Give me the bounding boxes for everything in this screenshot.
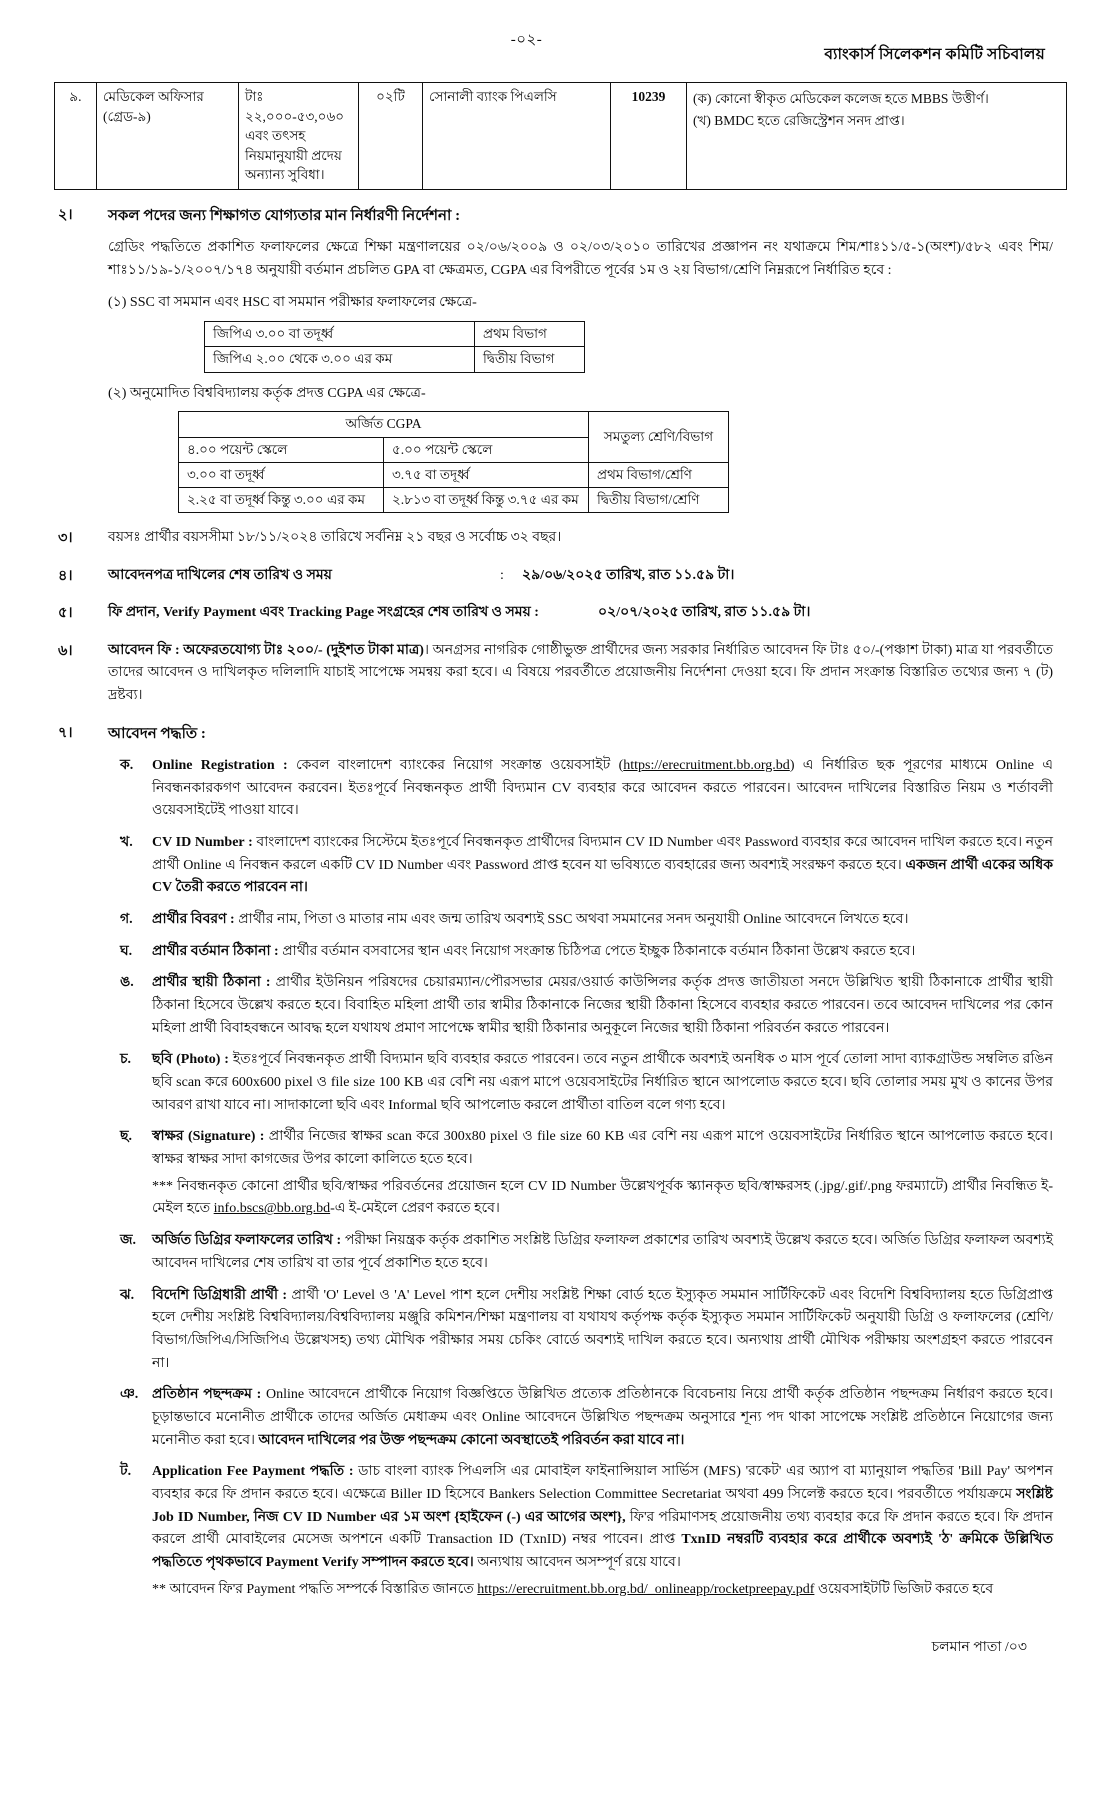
clause-2-body [108,204,1053,513]
gpa-range: জিপিএ ২.০০ থেকে ৩.০০ এর কম [205,347,475,372]
table-row [179,462,729,487]
clause-4-body [108,565,1053,588]
cgpa-header-equiv: সমতুল্য শ্রেণি/বিভাগ [589,412,729,463]
item-text: প্রার্থীর নাম, পিতা ও মাতার নাম এবং জন্ম তারিখ অবশ্যই SSC অথবা সমমানের সনদ অনুযায়ী Online আবেদনে লিখতে হবে। [234,912,909,928]
list-item-permanent-address [108,972,1053,1040]
payment-deadline-label [108,602,576,625]
gpa-equivalence-table [204,321,585,373]
item-lead: CV ID Number : [152,835,253,851]
list-item-online-registration [108,755,1053,823]
item-text: প্রার্থীর নিজের স্বাক্ষর scan করে 300x80 pixel ও file size 60 KB এর বেশি নয় এরূপ মাপে ওয়েবসাইটের নির্ধারিত স্থানে আপলোড করতে হবে। স্বাক্ষর স্বাক্ষর সাদা কাগজের উপর কালো কালিতে হতে হবে। [152,1129,1053,1168]
item-text: পরীক্ষা নিয়ন্ত্রক কর্তৃক প্রকাশিত সংশ্লিষ্ট ডিগ্রির ফলাফল প্রকাশের তারিখ অবশ্যই উল্লেখ করতে হবে। অর্জিত ডিগ্রির ফলাফল অবশ্যই আবেদন দাখিলের শেষ তারিখ বা তার পূর্বে প্রকাশিত হতে হবে। [152,1233,1053,1271]
cgpa-four: ২.২৫ বা তদূর্ধ্ব কিন্তু ৩.০০ এর কম [179,488,384,513]
clause-4 [40,565,1053,588]
table-header-row [179,412,729,437]
item-letter: জ. [120,1233,137,1249]
clause-3 [40,527,1053,550]
item-lead: Application Fee Payment পদ্ধতি : [152,1464,354,1480]
item-letter: ঞ. [120,1387,139,1403]
table-row [55,83,1067,190]
item-text: প্রার্থীর বর্তমান বসবাসের স্থান এবং নিয়োগ সংক্রান্ত চিঠিপত্র পেতে ইচ্ছুক ঠিকানাকে বর্তমান ঠিকানা উল্লেখ করতে হবে। [278,943,916,959]
item-letter: ঙ. [120,975,134,991]
list-item-foreign-degree [108,1285,1053,1376]
rocket-prepay-pdf-link[interactable]: https://erecruitment.bb.org.bd/_onlineapp/rocketpreepay.pdf [477,1581,815,1597]
clause-2-number: ২। [58,206,73,223]
cgpa-sub-label: (২) অনুমোদিত বিশ্ববিদ্যালয় কর্তৃক প্রদত্ত CGPA এর ক্ষেত্রে- [108,385,426,401]
item-lead: প্রার্থীর স্থায়ী ঠিকানা : [152,975,271,991]
cgpa-equiv: প্রথম বিভাগ/শ্রেণি [589,462,729,487]
item-text-2: ফি'র পরিমাণসহ প্রয়োজনীয় তথ্য ব্যবহার করে ফি প্রদান করতে হবে। ফি প্রদান করলে প্রার্থী মোবাইলের মেসেজ অপশনে একটি Transaction ID (TxnID) নম্বর পাবেন। প্রাপ্ত [152,1509,1053,1548]
payment-label-part3: সংগ্রহের শেষ তারিখ ও সময় : [374,605,539,621]
clause-7-title: আবেদন পদ্ধতি : [108,725,206,742]
item-text: ডাচ বাংলা ব্যাংক পিএলসি এর মোবাইল ফাইনান্সিয়াল সার্ভিস (MFS) 'রকেট' এর অ্যাপ বা ম্যানুয়াল পদ্ধতির 'Bill Pay' অপশন ব্যবহার করে ফি প্রদান করতে হবে। এক্ষেত্রে Biller ID হিসেবে Bankers Selection Committee Secretariat অথবা 499 সিলেক্ট করতে হবে। পরবর্তীতে পর্যায়ক্রমে [152,1464,1053,1502]
item-lead: Online Registration : [152,758,288,774]
cell-post-name: মেডিকেল অফিসার (গ্রেড-৯) [97,83,239,190]
cgpa-equivalence-table [178,411,729,513]
item-trailing-bold: একজন প্রার্থী একের অধিক CV তৈরী করতে পারবেন না। [152,857,1053,896]
bscs-email-link[interactable]: info.bscs@bb.org.bd [213,1201,331,1217]
item-text: ইতঃপূর্বে নিবন্ধনকৃত প্রার্থী বিদ্যমান ছবি ব্যবহার করতে পারবেন। তবে নতুন প্রার্থীকে অবশ্যই অনধিক ৩ মাস পূর্বে তোলা সাদা ব্যাকগ্রাউন্ড সম্বলিত রঙিন ছবি scan করে 600x600 pixel ও file size 100 KB এর বেশি নয় এরূপ মাপে ওয়েবসাইটের নির্ধারিত স্থানে আপলোড করতে হবে। ছবি তোলার সময় মুখ ও কানের উপর আবরণ রাখা যাবে না। সাদাকালো ছবি এবং Informal ছবি আপলোড করলে প্রার্থীতা বাতিল বলে গণ্য হবে। [152,1052,1053,1113]
cgpa-header-earned: অর্জিত CGPA [179,412,589,437]
clause-2 [40,204,1053,513]
document-header [40,28,1053,72]
clause-5 [40,602,1053,625]
item-lead: অর্জিত ডিগ্রির ফলাফলের তারিখ : [152,1233,342,1249]
application-fee-text: । অনগ্রসর নাগরিক গোষ্ঠীভুক্ত প্রার্থীদের জন্য সরকার নির্ধারিত আবেদন ফি টাঃ ৫০/-(পঞ্চাশ টাকা) মাত্র যা পরবর্তীতে তাদের আবেদন ও দাখিলকৃত দলিলাদি যাচাই সাপেক্ষে সমন্বয় করা হবে। এ বিষয়ে পরবর্তীতে প্রয়োজনীয় নির্দেশনা দেওয়া হবে। ফি প্রদান সংক্রান্ত বিস্তারিত তথ্যের জন্য ৭ (ট) দ্রষ্টব্য। [108,642,1053,704]
item-lead: প্রার্থীর বিবরণ : [152,912,235,928]
item-trailing-bold: আবেদন দাখিলের পর উক্ত পছন্দক্রম কোনো অবস্থাতেই পরিবর্তন করা যাবে না। [258,1432,685,1448]
note-text-after-link: ওয়েবসাইটটি ভিজিট করতে হবে [814,1581,994,1597]
item-text-after-link: ) এ নির্ধারিত ছক পূরণের মাধ্যমে Online এ নিবন্ধনকারকগণ আবেদন করবেন। ইতঃপূর্বে নিবন্ধনকৃত প্রার্থী বিদ্যমান CV ব্যবহার করে আবেদন করতে পারবেন। আবেদন দাখিলের বিস্তারিত নিয়ম ও শর্তাবলী ওয়েবসাইটেই পাওয়া যাবে। [152,758,1053,819]
clause-5-body [108,602,1053,625]
page-number: -০২- [510,32,543,48]
item-mid-bold-1: সংশ্লিষ্ট Job ID Number, নিজ CV ID Number এর ১ম অংশ {হাইফেন (-) এর আগের অংশ}, [152,1486,1053,1525]
item-text: প্রার্থীর ইউনিয়ন পরিষদের চেয়ারম্যান/পৌরসভার মেয়র/ওয়ার্ড কাউন্সিলর কর্তৃক প্রদত্ত জাতীয়তা সনদে উল্লিখিত স্থায়ী ঠিকানাকে প্রার্থীর স্থায়ী ঠিকানা হিসেবে উল্লেখ করতে হবে। বিবাহিত মহিলা প্রার্থী তার স্বামীর ঠিকানাকে নিজের স্থায়ী ঠিকানা হিসেবে ব্যবহার করতে পারবেন। তবে আবেদন দাখিলের পর কোন মহিলা প্রার্থী বিবাহবন্ধনে আবদ্ধ হলে যথাযথ প্রমাণ সাপেক্ষে স্বামীর স্থায়ী ঠিকানার অনুকূলে নিজের স্থায়ী ঠিকানা পরিবর্তন করতে পারবেন। [152,975,1054,1036]
deadline-colon: : [500,567,504,583]
gpa-sub-label: (১) SSC বা সমমান এবং HSC বা সমমান পরীক্ষার ফলাফলের ক্ষেত্রে- [108,295,477,311]
deadline-value: ২৯/০৬/২০২৫ তারিখ, রাত ১১.৫৯ টা। [522,567,735,583]
payment-label-part2: এবং [256,605,288,621]
clause-5-number: ৫। [58,605,73,622]
cell-vacancies: ০২টি [359,83,423,190]
item-text: Online আবেদনে প্রার্থীকে নিয়োগ বিজ্ঞপ্তিতে উল্লিখিত প্রত্যেক প্রতিষ্ঠানকে বিবেচনায় নিয়ে প্রার্থী কর্তৃক প্রতিষ্ঠান পছন্দক্রম নির্ধারণ করতে হবে। চূড়ান্তভাবে মনোনীত প্রার্থীকে তাদের অর্জিত মেধাক্রম এবং Online আবেদনে উল্লিখিত পছন্দক্রম অনুসারে শূন্য পদ থাকা সাপেক্ষে সংশ্লিষ্ট প্রতিষ্ঠানে নিয়োগের জন্য মনোনীত করা হবে। [152,1387,1053,1448]
item-text-3: অন্যথায় আবেদন অসম্পূর্ণ রয়ে যাবে। [473,1554,681,1570]
note-text-before-link: ** আবেদন ফি'র Payment পদ্ধতি সম্পর্কে বিস্তারিত জানতে [152,1581,478,1597]
item-letter: গ. [120,912,133,928]
clause-2-title: সকল পদের জন্য শিক্ষাগত যোগ্যতার মান নির্ধারণী নির্দেশনা : [108,207,461,224]
gpa-division: প্রথম বিভাগ [475,322,585,347]
list-item-present-address [108,941,1053,964]
payment-method-note [152,1579,1053,1602]
posts-table [54,82,1067,190]
clause-2-paragraph: গ্রেডিং পদ্ধতিতে প্রকাশিত ফলাফলের ক্ষেত্রে শিক্ষা মন্ত্রণালয়ের ০২/০৬/২০০৯ ও ০২/০৩/২০১০ তারিখের প্রজ্ঞাপন নং যথাক্রমে শিম/শাঃ১১/৫-১(অংশ)/৫৮২ এবং শিম/শাঃ১১/১৯-১/২০০৭/১৭৪ অনুযায়ী বর্তমান প্রচলিত GPA বা ক্ষেত্রমত, CGPA এর বিপরীতে পূর্বের ১ম ও ২য় বিভাগ/শ্রেণি নিম্নরূপে নির্ধারিত হবে : [108,240,1053,278]
item-lead: প্রতিষ্ঠান পছন্দক্রম : [152,1387,262,1403]
cell-organization: সোনালী ব্যাংক পিএলসি [423,83,611,190]
cell-qualification [687,83,1067,190]
item-letter: ক. [120,758,134,774]
payment-deadline-value: ০২/০৭/২০২৫ তারিখ, রাত ১১.৫৯ টা। [598,605,811,621]
cell-serial: ৯. [55,83,97,190]
application-fee-amount: অফেরতযোগ্য টাঃ ২০০/- (দুইশত টাকা মাত্র) [183,642,424,658]
item-text-before-link: কেবল বাংলাদেশ ব্যাংকের নিয়োগ সংক্রান্ত ওয়েবসাইট ( [287,758,624,774]
qualification-line-b: (খ) BMDC হতে রেজিস্ট্রেশন সনদ প্রাপ্ত। [693,112,905,128]
cgpa-equiv: দ্বিতীয় বিভাগ/শ্রেণি [589,488,729,513]
note-text-before-link: *** নিবন্ধনকৃত কোনো প্রার্থীর ছবি/স্বাক্ষর পরিবর্তনের প্রয়োজন হলে CV ID Number উল্লেখপূর্বক স্ক্যানকৃত ছবি/স্বাক্ষরসহ (.jpg/.gif/.png ফরম্যাটে) প্রার্থীর নিবন্ধিত ই-মেইল হতে [152,1178,1053,1217]
cgpa-five: ২.৮১৩ বা তদূর্ধ্ব কিন্তু ৩.৭৫ এর কম [384,488,589,513]
cell-job-id: 10239 [611,83,687,190]
signature-change-note [152,1176,1053,1221]
list-item-application-fee-payment [108,1461,1053,1601]
payment-label-part1: ফি প্রদান, [108,605,163,621]
table-row [205,322,585,347]
clause-4-number: ৪। [58,567,73,584]
clause-6 [40,640,1053,708]
gpa-range: জিপিএ ৩.০০ বা তদূর্ধ্ব [205,322,475,347]
item-text: প্রার্থী 'O' Level ও 'A' Level পাশ হলে দেশীয় সংশ্লিষ্ট শিক্ষা বোর্ড হতে ইস্যুকৃত সমমান সার্টিফিকেট এবং বিদেশি বিশ্ববিদ্যালয় হতে ডিগ্রিপ্রাপ্ত হলে দেশীয় সংশ্লিষ্ট বিশ্ববিদ্যালয়/বিশ্ববিদ্যালয় মঞ্জুরি কমিশন/শিক্ষা মন্ত্রণালয় বা যথাযথ কর্তৃপক্ষ কর্তৃক ইস্যুকৃত সমমান সার্টিফিকেট অনুযায়ী ডিগ্রি ও ফলাফলের (শ্রেণি/বিভাগ/জিপিএ/সিজিপিএ উল্লেখসহ) তথ্য মৌখিক পরীক্ষার সময় চেকিং বোর্ডে অবশ্যই দাখিল করতে হবে। অন্যথায় প্রার্থী মৌখিক পরীক্ষায় অংশগ্রহণ করতে পারবেন না। [152,1287,1053,1371]
cgpa-scale-4: ৪.০০ পয়েন্ট স্কেলে [179,437,384,462]
list-item-candidate-details [108,909,1053,932]
erecruitment-link[interactable]: https://erecruitment.bb.org.bd [623,758,790,774]
gpa-division: দ্বিতীয় বিভাগ [475,347,585,372]
item-letter: ঘ. [120,943,133,959]
item-lead: প্রার্থীর বর্তমান ঠিকানা : [152,943,279,959]
item-lead: বিদেশি ডিগ্রিধারী প্রার্থী : [152,1287,288,1303]
item-letter: ট. [120,1464,132,1480]
issuing-office-name: ব্যাংকার্স সিলেকশন কমিটি সচিবালয় [824,46,1045,63]
table-row [205,347,585,372]
application-procedure-list [108,755,1053,1601]
cgpa-four: ৩.০০ বা তদূর্ধ্ব [179,462,384,487]
clause-7 [40,722,1053,1601]
item-lead: স্বাক্ষর (Signature) : [152,1129,265,1145]
qualification-line-a: (ক) কোনো স্বীকৃত মেডিকেল কলেজ হতে MBBS উত্তীর্ণ। [693,91,989,106]
clause-3-body [108,527,1053,550]
payment-label-tracking: Tracking Page [287,605,375,621]
item-text: বাংলাদেশ ব্যাংকের সিস্টেমে ইতঃপূর্বে নিবন্ধনকৃত প্রার্থীদের বিদ্যমান CV ID Number এবং Password ব্যবহার করে আবেদন দাখিল করতে হবে। নতুন প্রার্থী Online এ নিবন্ধন করলে একটি CV ID Number এবং Password প্রাপ্ত হবেন যা ভবিষ্যতে ব্যবহারের জন্য অবশ্যই সংরক্ষণ করতে হবে। [152,835,1053,873]
item-lead: ছবি (Photo) : [152,1052,229,1068]
list-item-degree-result-date [108,1230,1053,1275]
clause-3-number: ৩। [58,530,73,547]
clause-6-number: ৬। [58,642,73,659]
item-letter: খ. [120,835,133,851]
clause-3-text: বয়সঃ প্রার্থীর বয়সসীমা ১৮/১১/২০২৪ তারিখে সর্বনিম্ন ২১ বছর ও সর্বোচ্চ ৩২ বছর। [108,530,562,546]
table-row [179,488,729,513]
list-item-photo [108,1049,1053,1117]
clause-7-number: ৭। [58,724,73,741]
item-letter: ঝ. [120,1287,135,1303]
payment-label-verify: Verify Payment [162,605,257,621]
note-text-after-link: -এ ই-মেইলে প্রেরণ করতে হবে। [330,1201,500,1217]
cgpa-scale-5: ৫.০০ পয়েন্ট স্কেলে [384,437,589,462]
list-item-institution-preference [108,1384,1053,1452]
application-fee-label: আবেদন ফি : [108,642,180,658]
clause-6-body [108,640,1053,708]
list-item-signature [108,1126,1053,1221]
item-letter: চ. [120,1052,132,1068]
cell-pay-scale: টাঃ ২২,০০০-৫৩,০৬০ এবং তৎসহ নিয়মানুযায়ী প্রদেয় অন্যান্য সুবিধা। [239,83,359,190]
list-item-cv-id-number [108,832,1053,900]
item-mid-bold-2: TxnID নম্বরটি ব্যবহার করে প্রার্থীকে অবশ্যই 'ঠ' ক্রমিকে উল্লিখিত পদ্ধতিতে পৃথকভাবে Payment Verify সম্পাদন করতে হবে। [152,1532,1053,1570]
cgpa-five: ৩.৭৫ বা তদূর্ধ্ব [384,462,589,487]
page-footer: চলমান পাতা /০৩ [931,1640,1027,1656]
deadline-label: আবেদনপত্র দাখিলের শেষ তারিখ ও সময় [108,567,332,583]
clause-7-body [108,722,1053,1601]
item-letter: ছ. [120,1129,132,1145]
